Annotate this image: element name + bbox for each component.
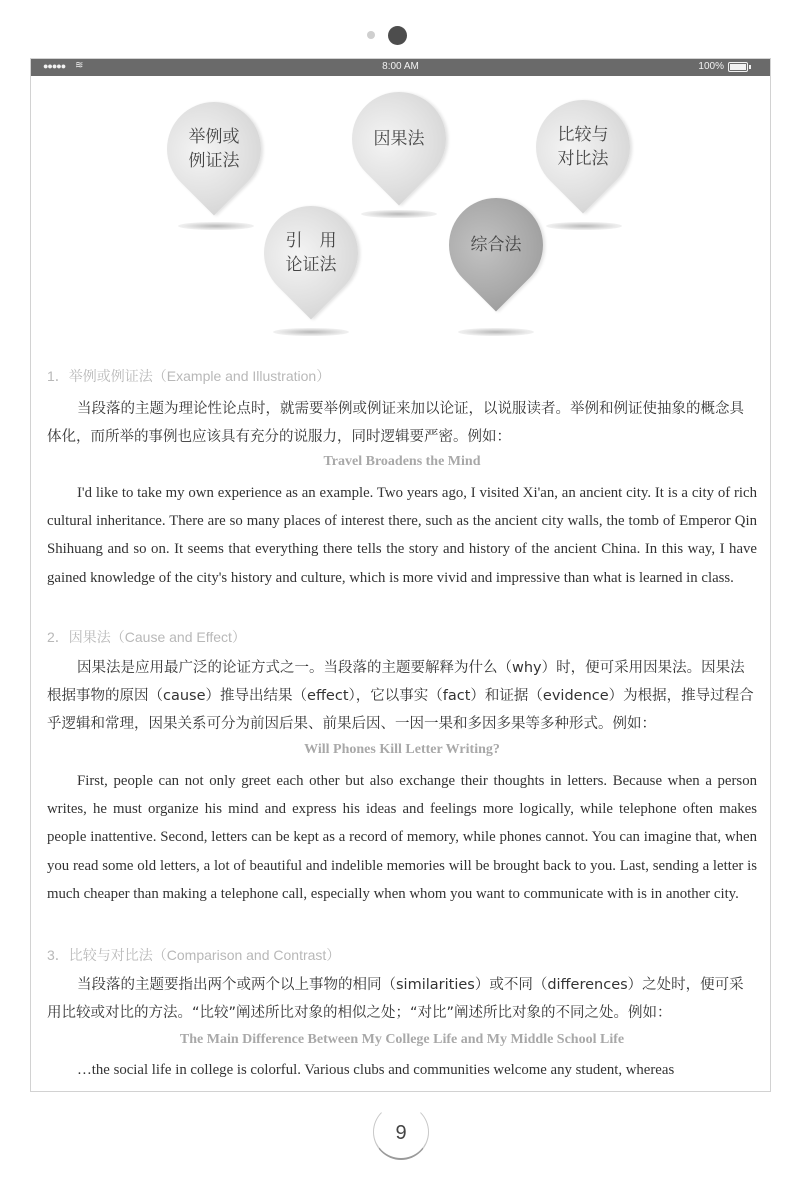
example-paragraph-text: I'd like to take my own experience as an example. Two years ago, I visited Xi'an, an ancient city. It is a city of rich cultural inheritance. There are so many places of interest there, such as the ancient city walls, the tomb of Emperor Qin Shihuang and so on. It seems that everything there tells the story and history of the ancient China. In this way, I have gained knowledge of the city's history and culture, which is more vivid and impressive than what is learned in class.	[47, 485, 757, 586]
battery-fill	[730, 64, 746, 70]
pin-label-line: 引 用	[285, 231, 337, 251]
pin-shadow	[273, 328, 349, 336]
pin-label	[264, 206, 358, 300]
page-dot-inactive[interactable]	[367, 31, 375, 39]
pin-label-line: 例证法	[188, 151, 240, 171]
pin-cause-effect	[352, 92, 446, 186]
example-paragraph	[47, 479, 757, 592]
page-indicator[interactable]	[0, 24, 800, 46]
pin-comparison-contrast	[536, 100, 630, 194]
section-intro-text: 因果法是应用最广泛的论证方式之一。当段落的主题要解释为什么（why）时，便可采用因果法。因果法根据事物的原因（cause）推导出结果（effect），它以事实（fact）和证据（evidence）为根据，推导过程合乎逻辑和常理，因果关系可分为前因后果、前果后因、一因一果和多因多果等多种形式。例如：	[47, 660, 754, 732]
section-intro	[47, 395, 757, 451]
signal-strength: ●●●●●	[43, 61, 66, 71]
section-intro-text: 当段落的主题要指出两个或两个以上事物的相同（similarities）或不同（differences）之处时，便可采用比较或对比的方法。“比较”阐述所比对象的相似之处；“对比”阐述所比对象的不同之处。例如：	[47, 977, 744, 1021]
pin-label-line: 举例或	[188, 127, 240, 147]
pin-shadow	[361, 210, 437, 218]
pin-shadow	[546, 222, 622, 230]
status-bar	[31, 59, 770, 76]
pin-label-line: 比较与	[557, 125, 609, 145]
pin-citation	[264, 206, 358, 300]
section-heading: 3．比较与对比法（Comparison and Contrast）	[47, 947, 341, 963]
pin-label-line: 因果法	[373, 129, 425, 149]
pin-label-line: 综合法	[470, 235, 522, 255]
pin-label	[352, 92, 446, 186]
section-heading: 2．因果法（Cause and Effect）	[47, 629, 246, 645]
section-intro	[47, 654, 757, 738]
pin-label-line: 论证法	[285, 255, 337, 275]
section-heading: 1．举例或例证法（Example and Illustration）	[47, 368, 331, 384]
example-paragraph	[47, 1056, 757, 1084]
pin-label	[167, 102, 261, 196]
pin-shadow	[178, 222, 254, 230]
pin-label-line: 对比法	[557, 149, 609, 169]
pin-shadow	[458, 328, 534, 336]
battery-icon	[728, 62, 748, 72]
page-number: 9	[395, 1122, 407, 1144]
example-title: The Main Difference Between My College Life and My Middle School Life	[179, 1032, 625, 1047]
page-dot-active[interactable]	[388, 26, 407, 45]
battery-percent: 100%	[698, 61, 724, 72]
pin-comprehensive	[449, 198, 543, 292]
section-intro-text: 当段落的主题为理论性论点时，就需要举例或例证来加以论证，以说服读者。举例和例证使抽象的概念具体化，而所举的事例也应该具有充分的说服力，同时逻辑要严密。例如：	[47, 401, 744, 445]
example-title: Will Phones Kill Letter Writing?	[304, 742, 500, 757]
example-paragraph-text: …the social life in college is colorful. Various clubs and communities welcome any student, whereas	[77, 1062, 675, 1078]
example-paragraph-text: First, people can not only greet each other but also exchange their thoughts in letters. Because when a person writes, he must organize his mind and express his ideas and feelings more logically, while telephone often makes people inattentive. Second, letters can be kept as a record of memory, while phones cannot. You can imagine that, when you read some old letters, a lot of beautiful and indelible memories will be brought back to you. Last, sending a letter is much cheaper than making a telephone call, especially when whom you want to communicate with is in another city.	[47, 773, 757, 902]
section-intro	[47, 971, 757, 1027]
pin-label	[449, 198, 543, 292]
status-time: 8:00 AM	[382, 61, 419, 72]
pin-label	[536, 100, 630, 194]
example-paragraph	[47, 767, 757, 908]
example-title: Travel Broadens the Mind	[323, 454, 481, 469]
pin-example-illustration	[167, 102, 261, 196]
wifi-icon: ≋	[75, 60, 84, 71]
